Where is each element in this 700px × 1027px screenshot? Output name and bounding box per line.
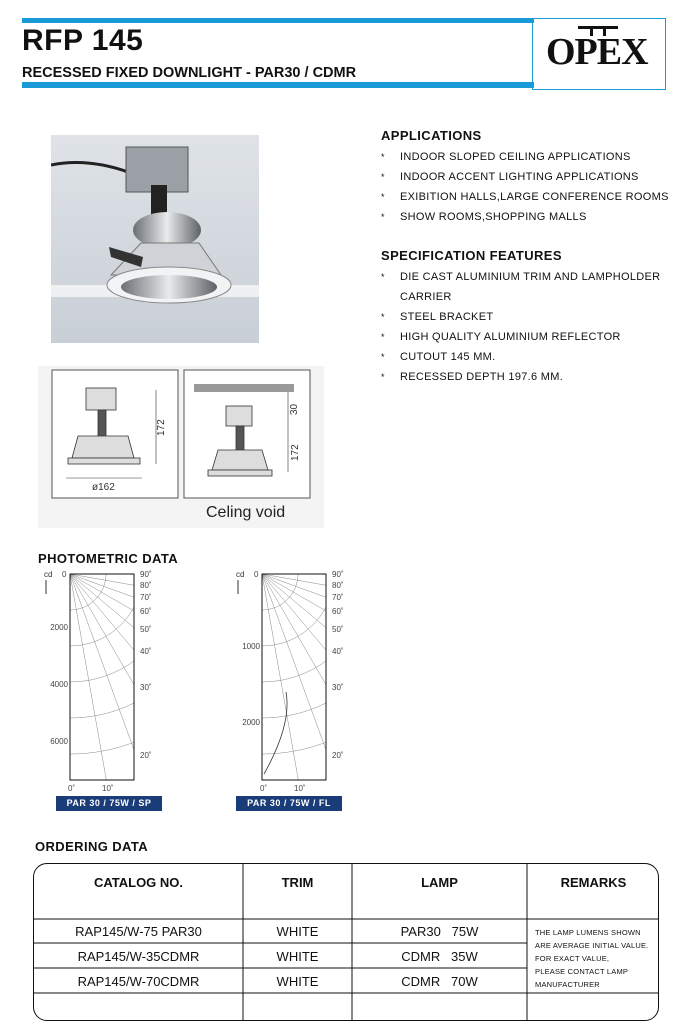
drawing-caption: Celing void — [206, 504, 286, 521]
applications-item: INDOOR SLOPED CEILING APPLICATIONS — [400, 151, 631, 163]
bottom-tick-label: 10˚ — [102, 784, 114, 793]
angle-tick-label: 60˚ — [332, 607, 344, 616]
cell-trim: WHITE — [276, 974, 319, 989]
col-header-catalog: CATALOG NO. — [93, 875, 184, 890]
cd-tick-label: 2000 — [50, 623, 68, 632]
remarks-line: MANUFACTURER — [535, 980, 600, 989]
bullet-icon: * — [381, 312, 385, 322]
height-dim-label: 172 — [156, 419, 167, 436]
ordering-table — [33, 863, 659, 1021]
applications-item: SHOW ROOMS,SHOPPING MALLS — [400, 211, 587, 223]
specification-item: CARRIER — [400, 291, 452, 303]
angle-tick-label: 90˚ — [140, 570, 152, 579]
cell-lamp: CDMR 70W — [401, 974, 478, 989]
bottom-tick-label: 10˚ — [294, 784, 306, 793]
photometric-chart-1 — [36, 566, 166, 796]
photometric-heading: PHOTOMETRIC DATA — [38, 551, 179, 566]
bottom-tick-label: 0˚ — [68, 784, 76, 793]
cell-catalog: RAP145/W-75 PAR30 — [75, 924, 202, 939]
void-dim-label: 30 — [289, 403, 300, 415]
cd-tick-label: 4000 — [50, 680, 68, 689]
angle-tick-label: 30˚ — [140, 683, 152, 692]
cell-trim: WHITE — [276, 949, 319, 964]
bullet-icon: * — [381, 212, 385, 222]
cell-catalog: RAP145/W-35CDMR — [77, 949, 200, 964]
specification-item: CUTOUT 145 MM. — [400, 351, 496, 363]
cell-lamp: PAR30 75W — [400, 924, 479, 939]
header-bottom-rule — [22, 82, 534, 88]
brand-logo: OPEX — [546, 31, 648, 73]
angle-tick-label: 80˚ — [140, 581, 152, 590]
col-header-trim: TRIM — [281, 875, 314, 890]
angle-tick-label: 50˚ — [140, 625, 152, 634]
applications-item: EXIBITION HALLS,LARGE CONFERENCE ROOMS — [400, 191, 669, 203]
remarks-line: FOR EXACT VALUE, — [535, 954, 610, 963]
cell-catalog: RAP145/W-70CDMR — [77, 974, 200, 989]
angle-tick-label: 70˚ — [140, 593, 152, 602]
angle-tick-label: 90˚ — [332, 570, 344, 579]
remarks-line: PLEASE CONTACT LAMP — [535, 967, 629, 976]
cd-unit-label: cd — [44, 570, 53, 579]
bullet-icon: * — [381, 152, 385, 162]
specification-item: RECESSED DEPTH 197.6 MM. — [400, 371, 564, 383]
angle-tick-label: 20˚ — [140, 751, 152, 760]
cell-lamp: CDMR 35W — [401, 949, 478, 964]
bottom-tick-label: 0˚ — [260, 784, 268, 793]
bullet-icon: * — [381, 192, 385, 202]
specification-item: STEEL BRACKET — [400, 311, 494, 323]
cd-tick-label: 0 — [62, 570, 67, 579]
angle-tick-label: 20˚ — [332, 751, 344, 760]
product-title: RFP 145 — [22, 24, 144, 57]
photometric-chart-2 — [228, 566, 358, 796]
specification-item: DIE CAST ALUMINIUM TRIM AND LAMPHOLDER — [400, 271, 661, 283]
angle-tick-label: 70˚ — [332, 593, 344, 602]
polar-mask — [36, 781, 166, 797]
cd-tick-label: 0 — [254, 570, 259, 579]
cd-tick-label: 1000 — [242, 642, 260, 651]
remarks-line: ARE AVERAGE INITIAL VALUE. — [535, 941, 649, 950]
col-header-remarks: REMARKS — [560, 875, 627, 890]
remarks-line: THE LAMP LUMENS SHOWN — [535, 928, 641, 937]
angle-tick-label: 80˚ — [332, 581, 344, 590]
angle-tick-label: 60˚ — [140, 607, 152, 616]
bullet-icon: * — [381, 172, 385, 182]
applications-heading: APPLICATIONS — [381, 128, 482, 143]
bullet-icon: * — [381, 372, 385, 382]
product-subtitle: RECESSED FIXED DOWNLIGHT - PAR30 / CDMR — [22, 65, 357, 81]
bullet-icon: * — [381, 272, 385, 282]
diameter-dim-label: ø162 — [92, 482, 115, 493]
bullet-icon: * — [381, 352, 385, 362]
angle-tick-label: 50˚ — [332, 625, 344, 634]
cd-unit-label: cd — [236, 570, 245, 579]
angle-tick-label: 40˚ — [332, 647, 344, 656]
height-dim-label-2: 172 — [290, 444, 301, 461]
applications-item: INDOOR ACCENT LIGHTING APPLICATIONS — [400, 171, 639, 183]
specification-item: HIGH QUALITY ALUMINIUM REFLECTOR — [400, 331, 621, 343]
product-photo — [51, 135, 259, 343]
bullet-icon: * — [381, 332, 385, 342]
specification-heading: SPECIFICATION FEATURES — [381, 248, 562, 263]
cell-trim: WHITE — [276, 924, 319, 939]
chart-2-label: PAR 30 / 75W / FL — [236, 796, 342, 811]
ordering-heading: ORDERING DATA — [35, 839, 149, 854]
col-header-lamp: LAMP — [421, 875, 458, 890]
dimension-drawing — [38, 366, 324, 528]
cd-tick-label: 2000 — [242, 718, 260, 727]
chart-1-label: PAR 30 / 75W / SP — [56, 796, 162, 811]
polar-mask — [228, 781, 358, 797]
angle-tick-label: 40˚ — [140, 647, 152, 656]
cd-tick-label: 6000 — [50, 737, 68, 746]
header-top-rule — [22, 18, 534, 23]
angle-tick-label: 30˚ — [332, 683, 344, 692]
